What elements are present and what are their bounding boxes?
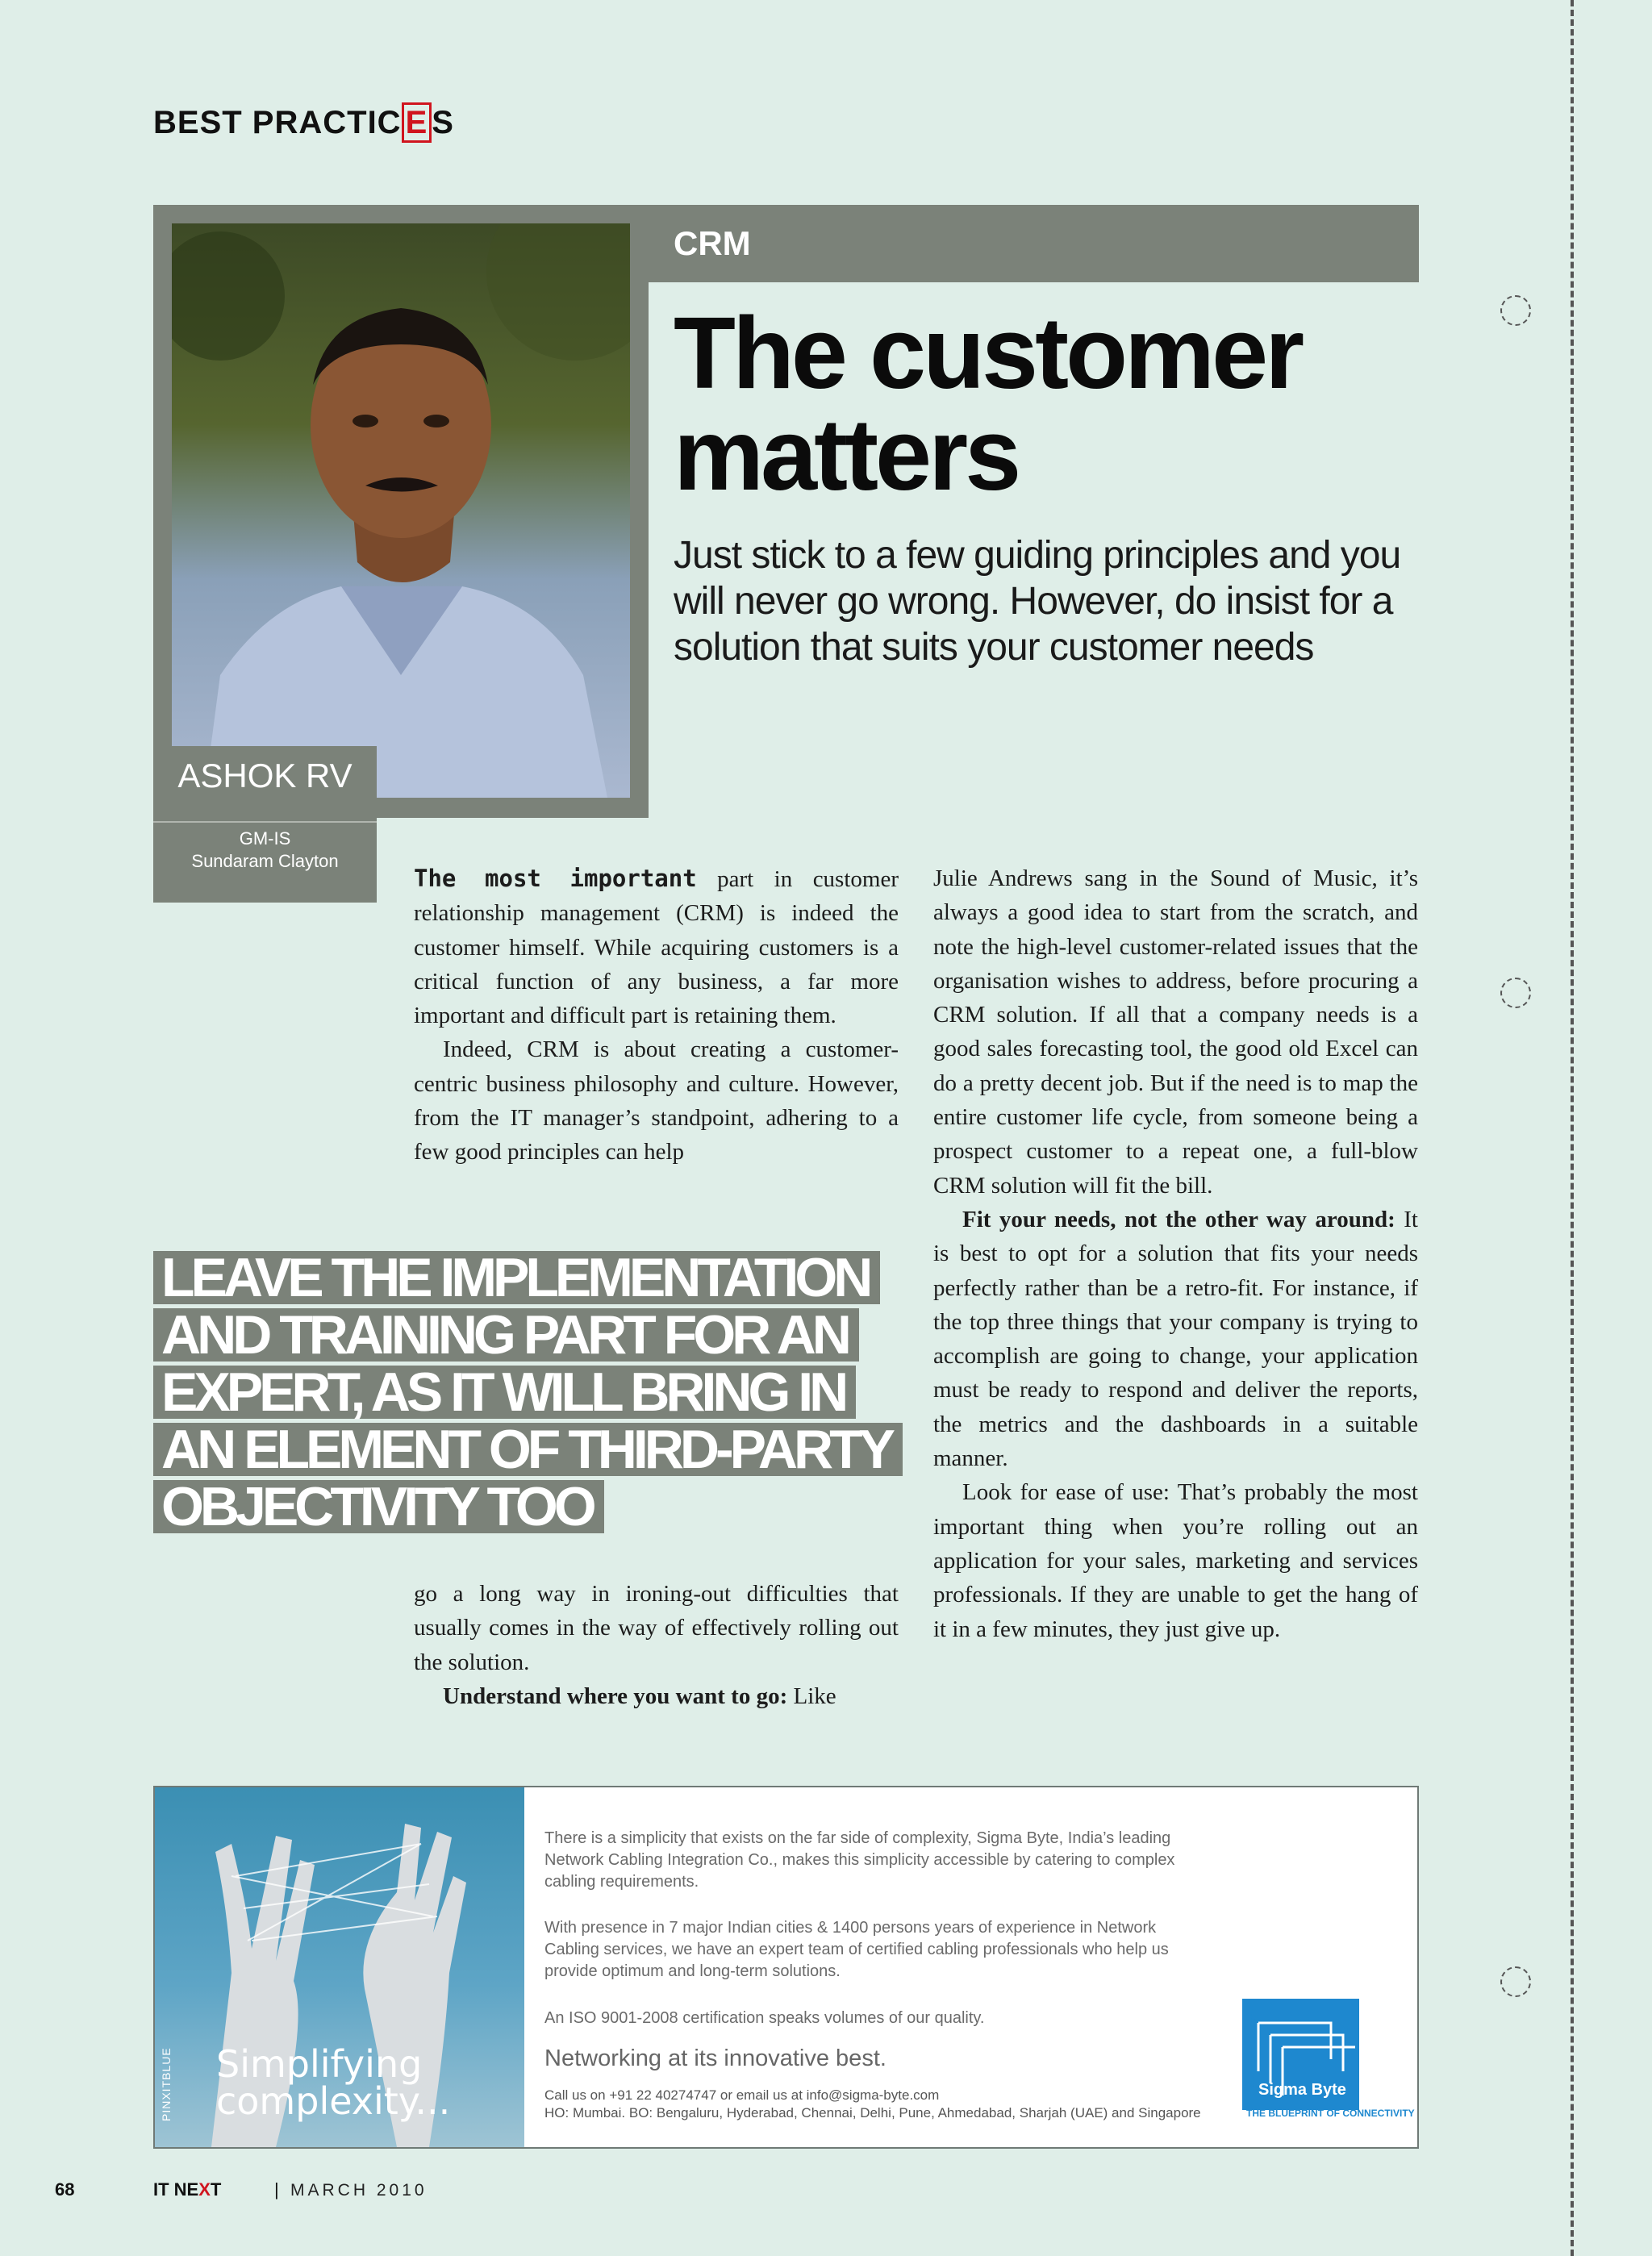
author-company: Sundaram Clayton — [191, 851, 339, 871]
article-deck: Just stick to a few guiding principles and you will never go wrong. However, do insist for a solution that suits your customer needs — [674, 534, 1401, 669]
ad-paragraph: With presence in 7 major Indian cities & 1400 persons years of experience in Network Cabling services, we have an expert team of certified cabling professionals who help us provide optimum and long-term solutions. — [544, 1919, 1169, 1980]
author-title: GM-IS — [239, 828, 291, 849]
body-column-1-bottom — [414, 1577, 899, 1713]
body-paragraph: The most important part in customer relationship management (CRM) is indeed the customer himself. While acquiring customers is a critical function of any business, a far more important and difficult part is retaining them. — [414, 865, 899, 1029]
ad-image-credit: PINXITBLUE — [160, 2047, 173, 2121]
section-label: BEST PRACTIC E S — [153, 105, 454, 141]
pull-quote-line: EXPERT, AS IT WILL BRING IN — [153, 1366, 856, 1419]
author-photo — [172, 223, 630, 798]
ad-tagline: Simplifying — [216, 2042, 423, 2086]
punch-hole-mark — [1500, 1966, 1531, 1997]
body-paragraph: Fit your needs, not the other way around: It is best to opt for a solution that fits your needs perfectly rather than be a retro-fit. For instance, if the top three things that your company is trying to accomplish are going to change, your application must be ready to respond and deliver the reports, the metrics and the dashboards in a suitable manner. — [933, 1206, 1418, 1472]
body-paragraph: Julie Andrews sang in the Sound of Music, it’s always a good idea to start from the scratch, and note the high-level customer-related issues that the organisation wishes to address, before procuring a CRM solution. If all that a company needs is a good sales forecasting tool, the good old Excel can do a pretty decent job. But if the need is to map the entire customer life cycle, from someone being a prospect customer to a repeat one, a full-blow CRM solution will fit the bill. — [933, 865, 1418, 1199]
ad-paragraph: There is a simplicity that exists on the far side of complexity, Sigma Byte, India’s leading Network Cabling Integration Co., makes this simplicity accessible by catering to complex cabling requirements. — [544, 1829, 1175, 1891]
ad-image — [155, 1787, 524, 2147]
subhead-bold: Understand where you want to go: — [443, 1683, 788, 1709]
headline-line: matters — [674, 398, 1019, 511]
footer-divider: | — [274, 2179, 279, 2200]
pull-quote — [153, 1247, 912, 1537]
body-paragraph: Look for ease of use: That’s probably the most important thing when you’re rolling out an application for your sales, marketing and services professionals. If they are unable to get the hang of it in a few minutes, they just give up. — [933, 1479, 1418, 1642]
punch-hole-mark — [1500, 978, 1531, 1008]
magazine-brand: IT NEXT — [153, 2179, 222, 2200]
trim-cut-line — [1571, 0, 1574, 2256]
subhead-bold: Fit your needs, not the other way around: — [962, 1206, 1395, 1232]
article-headline — [674, 296, 1400, 511]
ad-offices: HO: Mumbai. BO: Bengaluru, Hyderabad, Chennai, Delhi, Pune, Ahmedabad, Sharjah (UAE) and Singapore — [544, 2105, 1201, 2120]
issue-date: MARCH 2010 — [290, 2181, 428, 2200]
body-paragraph: Indeed, CRM is about creating a customer-centric business philosophy and culture. However, from the IT manager’s standpoint, adhering to a few good principles can help — [414, 1036, 899, 1166]
ad-paragraph: An ISO 9001-2008 certification speaks volumes of our quality. — [544, 2009, 985, 2027]
logo-url: www.sigma-byte.com — [1249, 2011, 1258, 2087]
page-number: 68 — [55, 2179, 75, 2200]
ad-tagline: complexity... — [216, 2079, 451, 2123]
pull-quote-line: AN ELEMENT OF THIRD-PARTY — [153, 1423, 903, 1476]
body-paragraph: Understand where you want to go: Like — [443, 1683, 836, 1709]
logo-tagline: THE BLUEPRINT OF CONNECTIVITY — [1246, 2108, 1415, 2119]
punch-hole-mark — [1500, 295, 1531, 326]
category-bar — [649, 205, 1419, 282]
ad-contact[interactable]: Call us on +91 22 40274747 or email us at info@sigma-byte.com — [544, 2087, 940, 2103]
body-column-2 — [933, 861, 1418, 1646]
headline-line: The customer — [674, 296, 1302, 410]
category-label: CRM — [674, 224, 751, 262]
pull-quote-line: OBJECTIVITY TOO — [153, 1480, 604, 1533]
lead-in-bold: The most important — [414, 865, 697, 892]
pull-quote-line: LEAVE THE IMPLEMENTATION — [153, 1251, 880, 1304]
body-column-1-top — [414, 861, 899, 1170]
pull-quote-line: AND TRAINING PART FOR AN — [153, 1308, 859, 1362]
ad-slogan: Networking at its innovative best. — [544, 2045, 886, 2071]
body-paragraph: go a long way in ironing-out difficulties that usually comes in the way of effectively rolling out the solution. — [414, 1581, 899, 1675]
author-name: ASHOK RV — [177, 757, 353, 794]
logo-name: Sigma Byte — [1258, 2081, 1346, 2099]
section-label-boxed-letter: E — [402, 102, 432, 143]
